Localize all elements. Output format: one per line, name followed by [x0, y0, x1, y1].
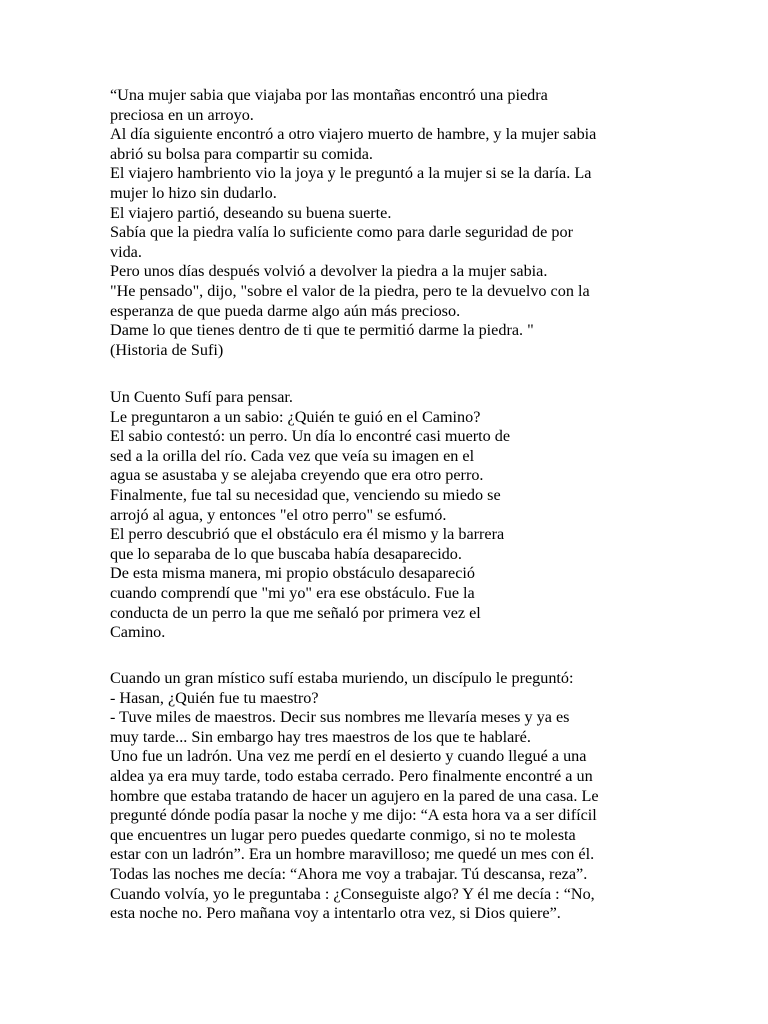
- text-line: pregunté dónde podía pasar la noche y me dijo: “A esta hora va a ser difícil: [110, 806, 597, 825]
- text-line: (Historia de Sufi): [110, 340, 224, 359]
- text-line: Le preguntaron a un sabio: ¿Quién te guió en el Camino?: [110, 407, 481, 426]
- text-line: Pero unos días después volvió a devolver la piedra a la mujer sabia.: [110, 262, 548, 281]
- text-line: - Tuve miles de maestros. Decir sus nombres me llevaría meses y ya es: [110, 708, 570, 727]
- text-line: preciosa en un arroyo.: [110, 105, 254, 124]
- text-line: hombre que estaba tratando de hacer un agujero en la pared de una casa. Le: [110, 786, 599, 805]
- story-wise-woman: [110, 86, 596, 360]
- text-line: Un Cuento Sufí para pensar.: [110, 388, 293, 406]
- text-line: aldea ya era muy tarde, todo estaba cerrado. Pero finalmente encontré a un: [110, 766, 593, 785]
- text-line: cuando comprendí que "mi yo" era ese obstáculo. Fue la: [110, 583, 475, 602]
- text-line: agua se asustaba y se alejaba creyendo que era otro perro.: [110, 466, 484, 485]
- text-line: que encuentres un lugar pero puedes quedarte conmigo, si no te molesta: [110, 825, 576, 844]
- text-line: “Una mujer sabia que viajaba por las montañas encontró una piedra: [110, 86, 548, 104]
- story-hasan-masters: [110, 669, 599, 924]
- text-line: Sabía que la piedra valía lo suficiente como para darle seguridad de por: [110, 223, 573, 242]
- text-line: muy tarde... Sin embargo hay tres maestros de los que te hablaré.: [110, 727, 531, 746]
- text-line: Al día siguiente encontró a otro viajero muerto de hambre, y la mujer sabia: [110, 125, 597, 144]
- text-line: conducta de un perro la que me señaló por primera vez el: [110, 603, 481, 622]
- text-line: Dame lo que tienes dentro de ti que te permitió darme la piedra. ": [110, 321, 534, 340]
- text-line: Finalmente, fue tal su necesidad que, venciendo su miedo se: [110, 485, 501, 504]
- text-line: arrojó al agua, y entonces "el otro perro" se esfumó.: [110, 505, 447, 524]
- text-line: que lo separaba de lo que buscaba había desaparecido.: [110, 544, 462, 563]
- text-line: esta noche no. Pero mañana voy a intentarlo otra vez, si Dios quiere”.: [110, 904, 561, 923]
- text-line: abrió su bolsa para compartir su comida.: [110, 144, 373, 163]
- text-line: esperanza de que pueda darme algo aún más precioso.: [110, 301, 461, 320]
- text-line: Cuando volvía, yo le preguntaba : ¿Conseguiste algo? Y él me decía : “No,: [110, 884, 595, 903]
- text-line: Todas las noches me decía: “Ahora me voy a trabajar. Tú descansa, reza”.: [110, 864, 588, 883]
- text-line: Camino.: [110, 623, 166, 642]
- text-line: El viajero hambriento vio la joya y le preguntó a la mujer si se la daría. La: [110, 164, 592, 183]
- text-line: estar con un ladrón”. Era un hombre maravilloso; me quedé un mes con él.: [110, 845, 595, 864]
- text-line: Uno fue un ladrón. Una vez me perdí en el desierto y cuando llegué a una: [110, 747, 587, 766]
- text-line: El perro descubrió que el obstáculo era él mismo y la barrera: [110, 525, 505, 544]
- text-line: El sabio contestó: un perro. Un día lo encontré casi muerto de: [110, 427, 511, 446]
- text-line: sed a la orilla del río. Cada vez que veía su imagen en el: [110, 446, 475, 465]
- text-line: De esta misma manera, mi propio obstáculo desapareció: [110, 564, 475, 583]
- story-dog-teacher: [110, 388, 510, 643]
- text-line: Cuando un gran místico sufí estaba muriendo, un discípulo le preguntó:: [110, 669, 574, 687]
- text-line: "He pensado", dijo, "sobre el valor de la piedra, pero te la devuelvo con la: [110, 281, 590, 300]
- text-line: - Hasan, ¿Quién fue tu maestro?: [110, 688, 319, 707]
- text-line: mujer lo hizo sin dudarlo.: [110, 183, 277, 202]
- text-line: El viajero partió, deseando su buena suerte.: [110, 203, 392, 222]
- text-line: vida.: [110, 242, 142, 261]
